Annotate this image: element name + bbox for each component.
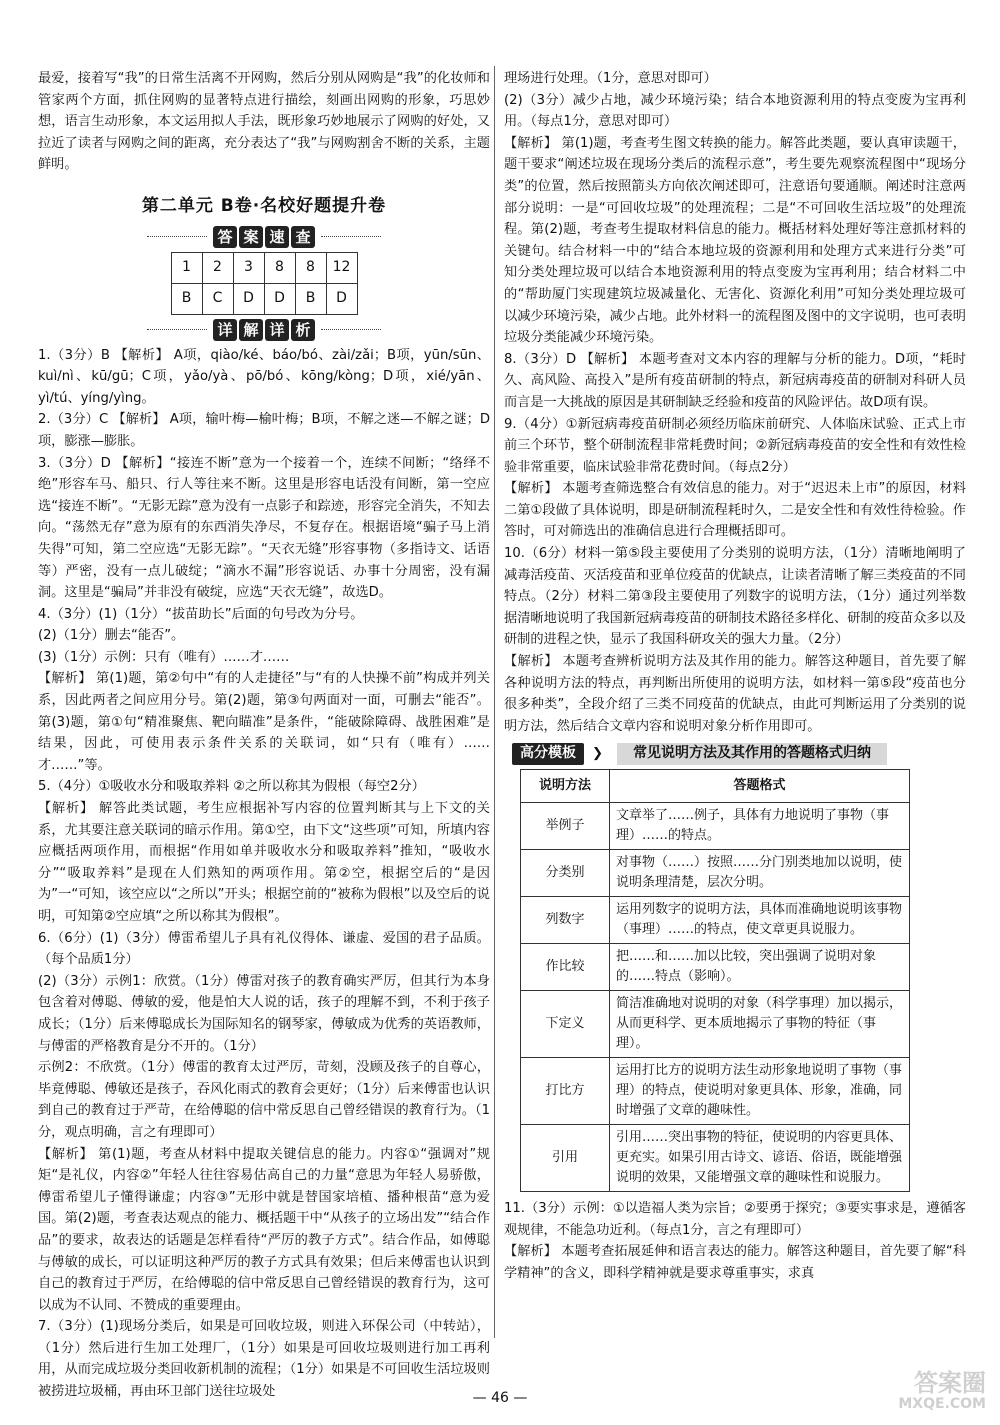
- banner-char: 详: [213, 319, 237, 341]
- answer-q7-continued: 理场进行处理。（1分，意思对即可）: [504, 71, 717, 86]
- table-row: [521, 944, 910, 991]
- answer-letter: D: [264, 283, 295, 314]
- banner-char: 详: [265, 319, 289, 341]
- method-format: 运用打比方的说明方法生动形象地说明了事物（事理）的特点，使说明对象更具体、形象，准确，同时增强了文章的趣味性。: [610, 1058, 910, 1125]
- answer-num: 3: [233, 252, 264, 283]
- answer-q3: 3.（3分）D 【解析】“接连不断”意为一个接着一个，连续不间断；“络绎不绝”形容车马、船只、行人等往来不断。这里是形容电话没有间断，第一空应选“接连不断”。“无影无踪”意为没有一点影子和踪迹，形容完全消失，不知去向。“荡然无存”意为原有的东西消失净尽，不复存在。根据语境“骗子马上消失得”可知，第二空应选“无影无踪”。“天衣无缝”形容事物（多指诗文、话语等）严密，没有一点儿破绽；“滴水不漏”形容说话、办事十分周密，没有漏洞。这里是“骗局”并非没有破绽，应选“天衣无缝”，故选D。: [38, 455, 490, 601]
- answer-letter: C: [202, 283, 233, 314]
- method-format: 引用……突出事物的特征，使说明的内容更具体、更充实。如果引用古诗文、谚语、俗语，既能增强说明的效果，又能增强文章的趣味性和说服力。: [610, 1125, 910, 1192]
- banner-char: 查: [291, 226, 315, 248]
- banner-char: 速: [265, 226, 289, 248]
- answer-q1: 1.（3分）B 【解析】 A项，qiào/ké、báo/bó、zài/zǎi；B项，yūn/sūn、kuì/nì、kū/gū；C项，yǎo/yà、pō/bó、kōng/kòng；D项，xié/yān、yì/tú、yíng/yìng。: [38, 347, 490, 406]
- analysis-q11: 【解析】 本题考查拓展延伸和语言表达的能力。解答这种题目，首先要了解“科学精神”的含义，即科学精神就是要求尊重事实，求真: [504, 1244, 966, 1281]
- column-divider: [494, 66, 495, 1338]
- table-row: [521, 1125, 910, 1192]
- method-format: 简洁准确地对说明的对象（科学事理）加以揭示，从而更科学、更本质地揭示了事物的特征（事理）。: [610, 991, 910, 1058]
- answer-num: 12: [326, 252, 357, 283]
- answer-num: 8: [295, 252, 326, 283]
- answer-num: 2: [202, 252, 233, 283]
- method-name: 列数字: [521, 897, 610, 944]
- banner-char: 解: [239, 319, 263, 341]
- answer-q8: 8.（3分）D 【解析】 本题考查对文本内容的理解与分析的能力。D项，“耗时久、高风险、高投入”是所有疫苗研制的特点，新冠病毒疫苗的研制对科研人员而言是一大挑战的原因是其研制缺乏经验和疫苗的风险评估。故D项有误。: [504, 351, 966, 410]
- analysis-q7: 【解析】 第(1)题，考查考生图文转换的能力。解答此类题，要认真审读题干，题干要求“阐述垃圾在现场分类后的流程示意”，考生要先观察流程图中“现场分类”的位置，然后按照箭头方向依次阐述即可，注意语句要通顺。阐述时注意两部分说明：一是“可回收垃圾”的处理流程；二是“不可回收生活垃圾”的处理流程。第(2)题，考查考生提取材料信息的能力。概括材料处理好等注意抓材料的关键句。结合材料一中的“结合本地垃圾的资源利用和处理方式来进行分类”可知分类处理垃圾可以结合本地资源利用的特点变废为宝再利用；结合材料二中的“帮助厦门实现建筑垃圾减量化、无害化、资源化利用”可知分类处理垃圾可以减少环境污染，减少占地。此外材料一的流程图及图中的文字说明，也可表明垃圾分类能减少环境污染。: [504, 135, 966, 346]
- analysis-q5: 【解析】 解答此类试题，考生应根据补写内容的位置判断其与上下文的关系，尤其要注意关联词的暗示作用。第①空，由下文“这些项”可知，所填内容应概括两项作用，而根据“作用如单并吸收水分和吸取养料”推知，“吸收水分”“吸取养料”是现在人们熟知的两项作用。第②空，根据空后的“是因为”一“可知，该空应以“之所以”开头；根据空前的“被称为假根”以及空后的说明，可知第②空应填“之所以称其为假根”。: [38, 801, 490, 924]
- page-number: — 46 —: [472, 1390, 528, 1406]
- table-row: [521, 850, 910, 897]
- answer-num: 1: [171, 252, 202, 283]
- answer-q5: 5.（4分）①吸收水分和吸取养料 ②之所以称其为假根（每空2分）: [38, 779, 425, 795]
- table-row: [521, 1058, 910, 1125]
- method-format: 对事物（……）按照……分门别类地加以说明，使说明条理清楚，层次分明。: [610, 850, 910, 897]
- analysis-q10: 【解析】 本题考查辨析说明方法及其作用的能力。解答这种题目，首先要了解各种说明方法的特点，再判断出所使用的说明方法，如材料一第⑤段“疫苗也分很多种类”，全段介绍了三类不同疫苗的优缺点，由此可判断运用了分类别的说明方法，然后结合文章内容和说明对象分析作用即可。: [504, 654, 966, 734]
- analysis-q9: 【解析】 本题考查筛选整合有效信息的能力。对于“迟迟未上市”的原因，材料二第①段做了具体说明，即是研制流程耗时久，二是安全性和有效性待检验。作答时，可对筛选出的准确信息进行合理概括即可。: [504, 481, 966, 540]
- analysis-q6: 【解析】 第(1)题，考查从材料中提取关键信息的能力。内容①“强调对”规矩“是礼仪，内容②”年轻人往往容易估高自己的力量“意思为年轻人易骄傲，傅雷希望儿子懂得谦虚；内容③”无形中就是替国家培植、播种根苗“意为爱国。第(2)题，考查表达观点的能力、概括题干中“从孩子的立场出发”“结合作品”的要求，故表达的话题是怎样看待“严厉的教子方式”。结合作品，如傅聪与傅敏的成长，可以证明这种严厉的教子方式具有效果；但后来傅雷也认识到自己的教育过于严厉，在给傅聪的信中常反思自己曾经错误的教育行为，这可以成为不认同、不赞成的重要理由。: [38, 1146, 490, 1313]
- answer-q2: 2.（3分）C 【解析】 A项，输叶梅—榆叶梅；B项，不解之迷—不解之谜；D项，膨涨—膨胀。: [38, 412, 490, 449]
- answer-q4-part1: 4.（3分）(1)（1分）“拔苗助长”后面的句号改为分号。: [38, 606, 364, 622]
- answer-q4-part2: (2)（1分）删去“能否”。: [38, 628, 185, 644]
- banner-char: 析: [291, 319, 315, 341]
- table-row: [521, 991, 910, 1058]
- table-row: [521, 803, 910, 850]
- method-name: 作比较: [521, 944, 610, 991]
- watermark-bottom: MXQE.COM: [898, 1396, 986, 1412]
- method-name: 引用: [521, 1125, 610, 1192]
- template-badge: 高分模板: [512, 743, 584, 765]
- answer-letter: D: [326, 283, 357, 314]
- detail-banner: [38, 319, 490, 341]
- banner-char: 答: [213, 226, 237, 248]
- answer-q4-part3: (3)（1分）示例：只有（唯有）……才……: [38, 649, 290, 665]
- answer-q6-part2: (2)（3分）示例1：欣赏。（1分）傅雷对孩子的教育确实严厉，但其行为本身包含着对傅聪、傅敏的爱，他是怕大人说的话，孩子的理解不到，不利于孩子成长；（1分）后来傅聪成长为国际知名的钢琴家，傅敏成为优秀的英语教师，与傅雷的严格教育是分不开的。（1分）: [38, 973, 490, 1054]
- answer-q11: 11.（3分）示例：①以造福人类为宗旨；②要勇于探究；③要实事求是，遵循客观规律，不能急功近利。（每点1分，言之有理即可）: [504, 1201, 966, 1238]
- answer-num: 8: [264, 252, 295, 283]
- method-format: 把……和……加以比较，突出强调了说明对象的……特点（影响）。: [610, 944, 910, 991]
- answer-q6-part3: 示例2：不欣赏。（1分）傅雷的教育太过严厉，苛刻，没顾及孩子的自尊心，毕竟傅聪、傅敏还是孩子，吞风化雨式的教育会更好；（1分）后来傅雷也认识到自己的教育过于严苛，在给傅聪的信中常反思自己曾经错误的教育行为。（1分，观点明确，言之有理即可）: [38, 1060, 490, 1140]
- chevron-right-icon: ❯: [592, 746, 604, 762]
- answer-q6-part1: 6.（6分）(1)（3分）傅雷希望儿子具有礼仪得体、谦虚、爱国的君子品质。（每个品质1分）: [38, 930, 490, 968]
- method-format: 文章举了……例子，具体有力地说明了事物（事理）……的特点。: [610, 803, 910, 850]
- answer-q10: 10.（6分）材料一第⑤段主要使用了分类别的说明方法，（1分）清晰地阐明了减毒活疫苗、灭活疫苗和亚单位疫苗的优缺点，让读者清晰了解三类疫苗的不同特点。（2分）材料二第③段主要使用了列数字的说明方法，（1分）通过列举数据清晰地说明了我国新冠病毒疫苗的研制技术路径多样化、研制的疫苗众多以及研制的进程之快，显示了我国科研攻关的强大力量。（2分）: [504, 546, 966, 648]
- method-name: 举例子: [521, 803, 610, 850]
- answer-q9: 9.（4分）①新冠病毒疫苗研制必须经历临床前研究、人体临床试验、正式上市前三个环节，整个研制流程非常耗费时间；②新冠病毒疫苗的安全性和有效性检验非常重要，临床试验非常花费时间。（每点2分）: [504, 416, 966, 475]
- unit-title: 第二单元 B卷·名校好题提升卷: [141, 195, 387, 216]
- intro-paragraph: 最爱，接着写“我”的日常生活离不开网购，然后分别从网购是“我”的化妆师和管家两个方面，抓住网购的显著特点进行描绘，刻画出网购的形象，巧思妙想，语言生动形象，本文运用拟人手法，既形象巧妙地展示了网购的好处，又拉近了读者与网购之间的距离，充分表达了“我”与网购割舍不断的关系，主题鲜明。: [38, 71, 490, 173]
- template-header: [512, 743, 966, 765]
- right-column: [504, 68, 966, 1284]
- answer-letter: B: [171, 283, 202, 314]
- answer-q7-part2: (2)（3分）减少占地，减少环境污染；结合本地资源利用的特点变废为宝再利用。（每点1分，意思对即可）: [504, 92, 966, 130]
- analysis-q4: 【解析】 第(1)题，第②句中“有的人走捷径”与“有的人快操不前”构成并列关系，因此两者之间应用分号。第(2)题，第③句两面对一面，可删去“能否”。第(3)题，第①句“精准聚焦、靶向瞄准”是条件，“能破除障碍、战胜困难”是结果，因此，可使用表示条件关系的关联词，如“只有（唯有）……才……”等。: [38, 671, 490, 773]
- banner-char: 案: [239, 226, 263, 248]
- watermark-logo: [866, 1370, 986, 1420]
- methods-table: [520, 769, 910, 1192]
- method-name: 打比方: [521, 1058, 610, 1125]
- methods-header-format: 答题格式: [610, 770, 910, 803]
- answer-letter: B: [295, 283, 326, 314]
- method-format: 运用列数字的说明方法，具体而准确地说明该事物（事理）……的特点，使文章更具说服力。: [610, 897, 910, 944]
- methods-header-method: 说明方法: [521, 770, 610, 803]
- answer-letter: D: [233, 283, 264, 314]
- left-column: [38, 68, 490, 1403]
- table-row: [521, 897, 910, 944]
- method-name: 分类别: [521, 850, 610, 897]
- method-name: 下定义: [521, 991, 610, 1058]
- answer-q7: 7.（3分）(1)现场分类后，如果是可回收垃圾，则进入环保公司（中转站），（1分）然后进行生加工处理厂，（1分）如果是可回收垃圾则进行加工再利用，从而完成垃圾分类回收新机制的流程；（1分）如果是不可回收生活垃圾则被捞进垃圾桶，再由环卫部门送往垃圾处: [38, 1319, 490, 1400]
- template-title: 常见说明方法及其作用的答题格式归纳: [617, 743, 887, 765]
- answers-banner: [38, 226, 490, 248]
- watermark-top: 答案圈: [914, 1369, 986, 1397]
- answer-table: [171, 252, 358, 315]
